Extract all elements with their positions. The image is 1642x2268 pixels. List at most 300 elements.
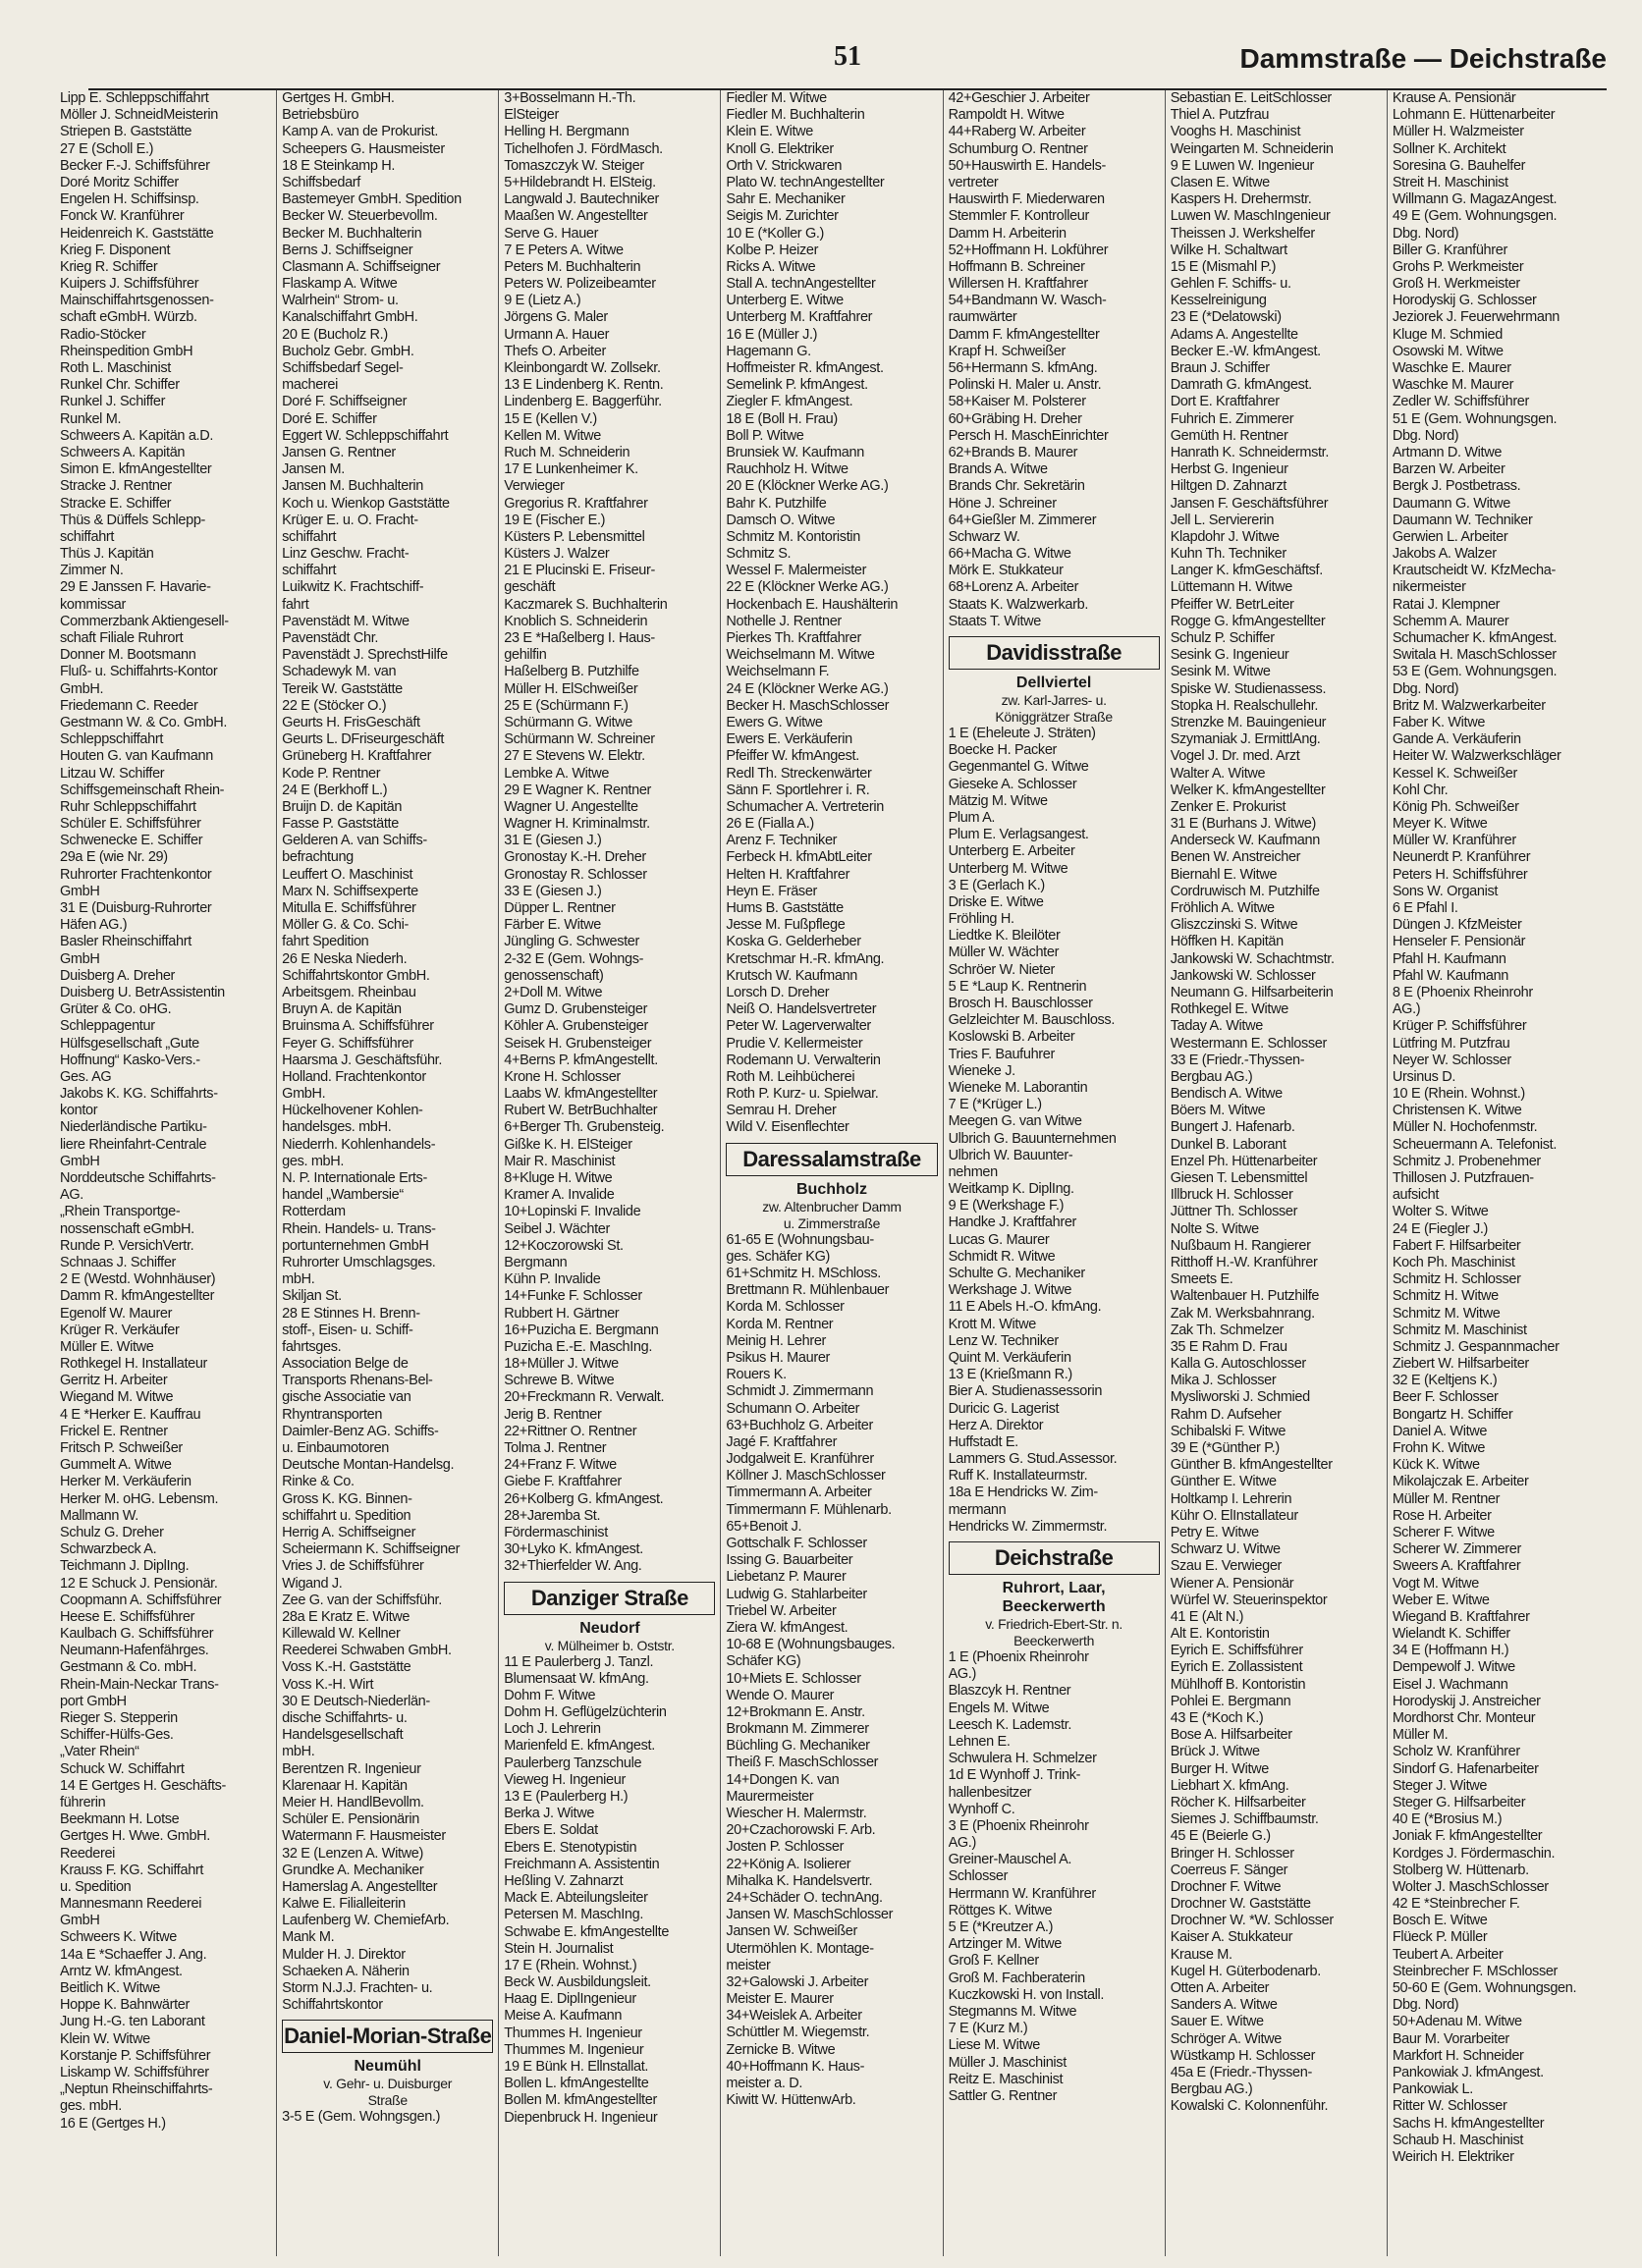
directory-entry: Peter W. Lagerverwalter <box>726 1018 871 1035</box>
directory-entry: Willmann G. MagazAngest. <box>1392 191 1558 208</box>
directory-entry: Walrhein“ Strom- u. <box>282 293 399 309</box>
directory-entry: Mainschiffahrtsgenossen- <box>60 293 214 309</box>
directory-entry: Kamp A. van de Prokurist. <box>282 124 439 140</box>
directory-entry: Mair R. Maschinist <box>504 1153 616 1169</box>
directory-entry: 32 E (Lenzen A. Witwe) <box>282 1845 423 1862</box>
directory-entry: Zee G. van der Schiffsführ. <box>282 1592 442 1608</box>
directory-entry: Killewald W. Kellner <box>282 1626 401 1643</box>
directory-entry: Josten P. Schlosser <box>726 1839 845 1856</box>
directory-entry: 2-32 E (Gem. Wohngs- <box>504 950 644 967</box>
directory-entry: Bollen M. kfmAngestellter <box>504 2092 657 2109</box>
directory-entry: 7 E (Kurz M.) <box>948 2021 1028 2037</box>
directory-entry: Rheinspedition GmbH <box>60 343 193 359</box>
directory-entry: liere Rheinfahrt-Centrale <box>60 1136 207 1153</box>
directory-entry: Issing G. Bauarbeiter <box>726 1552 853 1569</box>
directory-entry: mbH. <box>282 1744 315 1760</box>
directory-entry: fahrtsges. <box>282 1338 342 1355</box>
directory-entry: Schiffahrtskontor <box>282 1997 383 2014</box>
directory-entry: Schweers A. Kapitän <box>60 444 186 460</box>
directory-entry: GmbH <box>60 1153 100 1169</box>
directory-entry: Schwarz U. Witwe <box>1170 1541 1281 1558</box>
directory-entry: Kleinbongardt W. Zollsekr. <box>504 360 661 376</box>
directory-entry: Scheuermann A. Telefonist. <box>1392 1136 1558 1153</box>
directory-entry: Joniak F. kfmAngestellter <box>1392 1828 1543 1845</box>
directory-column-3 <box>498 90 720 2256</box>
directory-entry: Langwald J. Bautechniker <box>504 191 659 208</box>
directory-entry: GmbH <box>60 883 100 899</box>
directory-entry: Bongartz H. Schiffer <box>1392 1406 1513 1423</box>
directory-entry: Heidenreich K. Gaststätte <box>60 225 214 242</box>
directory-entry: Krauss F. KG. Schiffahrt <box>60 1862 204 1878</box>
directory-entry: Hamerslag A. Angestellter <box>282 1878 438 1895</box>
directory-entry: Tolma J. Rentner <box>504 1440 607 1456</box>
directory-entry: Brands Chr. Sekretärin <box>948 478 1085 495</box>
directory-entry: Stemmler F. Kontrolleur <box>948 208 1090 225</box>
directory-entry: Reederei Schwaben GmbH. <box>282 1643 452 1659</box>
directory-entry: Bruyn A. de Kapitän <box>282 1001 402 1018</box>
directory-entry: Duisberg A. Dreher <box>60 967 176 984</box>
directory-entry: 26+Kolberg G. kfmAngest. <box>504 1490 664 1507</box>
directory-entry: Tries F. Baufuhrer <box>948 1046 1055 1062</box>
directory-entry: Mätzig M. Witwe <box>948 792 1048 809</box>
directory-entry: Schmitz S. <box>726 546 792 563</box>
directory-entry: Alt E. Kontoristin <box>1170 1626 1270 1643</box>
directory-entry: Schmitz H. Schlosser <box>1392 1271 1521 1288</box>
directory-entry: Helling H. Bergmann <box>504 124 629 140</box>
directory-entry: 19 E (Fischer E.) <box>504 512 606 528</box>
directory-entry: 54+Bandmann W. Wasch- <box>948 293 1107 309</box>
directory-entry: 32+Thierfelder W. Ang. <box>504 1558 642 1575</box>
directory-entry: Dbg. Nord) <box>1392 680 1459 697</box>
directory-entry: Wieneke M. Laborantin <box>948 1079 1088 1096</box>
directory-entry: Ebers E. Soldat <box>504 1822 598 1839</box>
directory-entry: Lindenberg E. Baggerführ. <box>504 394 662 410</box>
directory-entry: Gross K. KG. Binnen- <box>282 1490 412 1507</box>
directory-entry: Schwarz W. <box>948 528 1020 545</box>
directory-entry: 50+Hauswirth E. Handels- <box>948 157 1107 174</box>
directory-entry: Kuhn Th. Techniker <box>1170 546 1286 563</box>
directory-entry: 22+Rittner O. Rentner <box>504 1423 637 1439</box>
directory-entry: Klein E. Witwe <box>726 124 813 140</box>
directory-entry: Siemes J. Schiffbaumstr. <box>1170 1811 1319 1828</box>
directory-entry: Rahm D. Aufseher <box>1170 1406 1282 1423</box>
directory-entry: Soresina G. Bauhelfer <box>1392 157 1526 174</box>
directory-entry: Weichselmann F. <box>726 664 830 680</box>
directory-entry: Verwieger <box>504 478 565 495</box>
directory-entry: „Neptun Rheinschiffahrts- <box>60 2081 213 2098</box>
directory-entry: Schmitz H. Witwe <box>1392 1288 1499 1305</box>
directory-entry: Köllner J. MaschSchlosser <box>726 1468 886 1485</box>
directory-entry: Schadewyk M. van <box>282 664 397 680</box>
directory-entry: 7 E (*Krüger L.) <box>948 1097 1042 1113</box>
directory-entry: Knoll G. Elektriker <box>726 140 834 157</box>
directory-entry: nehmen <box>948 1163 998 1180</box>
directory-entry: Wilke H. Schaltwart <box>1170 242 1287 258</box>
directory-entry: Jansen F. Geschäftsführer <box>1170 495 1329 512</box>
directory-entry: Sahr E. Mechaniker <box>726 191 846 208</box>
directory-entry: Engelen H. Schiffsinsp. <box>60 191 199 208</box>
directory-entry: Neumann-Hafenfährges. <box>60 1643 209 1659</box>
directory-entry: Scholz W. Kranführer <box>1392 1744 1520 1760</box>
district-name: Dellviertel <box>1015 675 1092 691</box>
directory-entry: Fröhling H. <box>948 911 1014 928</box>
directory-entry: Jerig B. Rentner <box>504 1406 602 1423</box>
directory-entry: Norddeutsche Schiffahrts- <box>60 1170 216 1186</box>
directory-entry: 12+Koczorowski St. <box>504 1237 624 1254</box>
directory-entry: 56+Hermann S. kfmAng. <box>948 360 1098 376</box>
directory-entry: Sesink G. Ingenieur <box>1170 647 1289 664</box>
directory-entry: Peters M. Buchhalterin <box>504 258 641 275</box>
directory-entry: Bruijn D. de Kapitän <box>282 798 403 815</box>
directory-entry: 13 E (Paulerberg H.) <box>504 1789 629 1805</box>
directory-entry: GmbH. <box>60 680 104 697</box>
directory-entry: nikermeister <box>1392 579 1466 596</box>
directory-entry: Becker H. MaschSchlosser <box>726 697 890 714</box>
directory-entry: Gertges H. Wwe. GmbH. <box>60 1828 210 1845</box>
directory-entry: Unterberg E. Arbeiter <box>948 843 1075 860</box>
directory-entry: Schlosser <box>948 1868 1009 1885</box>
directory-entry: Runkel J. Schiffer <box>60 394 166 410</box>
directory-entry: Höffken H. Kapitän <box>1170 934 1284 950</box>
directory-entry: Jankowski W. Schachtmstr. <box>1170 950 1335 967</box>
directory-entry: Müller W. Kranführer <box>1392 833 1516 849</box>
directory-entry: Roth M. Leihbücherei <box>726 1068 855 1085</box>
directory-entry: Watermann F. Hausmeister <box>282 1828 446 1845</box>
street-range: Beeckerwerth <box>1013 1633 1095 1648</box>
directory-entry: kontor <box>60 1103 98 1119</box>
directory-entry: Rhein-Main-Neckar Trans- <box>60 1676 219 1693</box>
directory-entry: Müller J. Maschinist <box>948 2054 1067 2071</box>
directory-entry: 18 E (Boll H. Frau) <box>726 410 838 427</box>
directory-entry: Barzen W. Arbeiter <box>1392 461 1505 478</box>
directory-entry: meister <box>726 1957 771 1973</box>
directory-entry: Stolberg W. Hüttenarb. <box>1392 1862 1529 1878</box>
directory-entry: 24+Schäder O. technAng. <box>726 1889 883 1906</box>
directory-entry: vertreter <box>948 174 999 190</box>
directory-entry: Köhler A. Grubensteiger <box>504 1018 648 1035</box>
directory-entry: 14a E *Schaeffer J. Ang. <box>60 1946 207 1963</box>
directory-entry: Jüttner Th. Schlosser <box>1170 1204 1298 1220</box>
directory-entry: Egenolf W. Maurer <box>60 1305 173 1322</box>
directory-entry: Handke J. Kraftfahrer <box>948 1215 1077 1231</box>
directory-entry: Commerzbank Aktiengesell- <box>60 613 229 629</box>
directory-entry: Kühr O. ElInstallateur <box>1170 1507 1298 1524</box>
directory-entry: 1 E (Eheleute J. Sträten) <box>948 726 1096 741</box>
directory-entry: Eyrich E. Schiffsführer <box>1170 1643 1303 1659</box>
directory-entry: Daimler-Benz AG. Schiffs- <box>282 1423 439 1439</box>
directory-entry: 68+Lorenz A. Arbeiter <box>948 579 1079 596</box>
directory-entry: Meier H. HandlBevollm. <box>282 1794 424 1810</box>
directory-entry: Kanalschiffahrt GmbH. <box>282 309 418 326</box>
directory-entry: Sindorf G. Hafenarbeiter <box>1392 1760 1539 1777</box>
directory-entry: Jansen W. MaschSchlosser <box>726 1907 894 1923</box>
directory-entry: 6 E Pfahl I. <box>1392 900 1458 916</box>
directory-entry: Ruhrorter Frachtenkontor <box>60 866 212 883</box>
directory-entry: 60+Gräbing H. Dreher <box>948 410 1082 427</box>
directory-entry: Pavenstädt Chr. <box>282 630 379 646</box>
directory-entry: Gronostay R. Schlosser <box>504 866 647 883</box>
directory-entry: Schaeken A. Näherin <box>282 1963 410 1979</box>
directory-entry: Marienfeld E. kfmAngest. <box>504 1738 655 1755</box>
directory-entry: Jörgens G. Maler <box>504 309 608 326</box>
directory-entry: Daumann W. Techniker <box>1392 512 1533 528</box>
directory-entry: Färber E. Witwe <box>504 917 601 934</box>
directory-entry: Theiß F. MaschSchlosser <box>726 1755 879 1771</box>
directory-entry: Krone H. Schlosser <box>504 1068 621 1085</box>
directory-entry: 14+Dongen K. van <box>726 1771 840 1788</box>
directory-entry: Clasen E. Witwe <box>1170 174 1270 190</box>
directory-entry: 29 E Janssen F. Havarie- <box>60 579 211 596</box>
directory-entry: Horodyskij G. Schlosser <box>1392 293 1537 309</box>
directory-entry: Artzinger M. Witwe <box>948 1936 1062 1953</box>
directory-entry: Gemüth H. Rentner <box>1170 427 1288 444</box>
directory-entry: Müller E. Witwe <box>60 1338 154 1355</box>
directory-entry: 3-5 E (Gem. Wohngsgen.) <box>282 2109 441 2126</box>
directory-entry: Schulz G. Dreher <box>60 1524 164 1540</box>
directory-entry: Mika J. Schlosser <box>1170 1373 1277 1389</box>
street-heading: Danziger Straße <box>504 1582 715 1615</box>
directory-entry: Gegenmantel G. Witwe <box>948 759 1089 776</box>
directory-entry: 21 E Plucinski E. Friseur- <box>504 563 655 579</box>
directory-entry: Braun J. Schiffer <box>1170 360 1270 376</box>
directory-entry: 5+Hildebrandt H. ElSteig. <box>504 174 656 190</box>
directory-entry: 40 E (*Brosius M.) <box>1392 1811 1503 1828</box>
directory-entry: Krause A. Pensionär <box>1392 90 1516 106</box>
directory-entry: Donner M. Bootsmann <box>60 647 196 664</box>
directory-entry: Ferbeck H. kfmAbtLeiter <box>726 849 872 866</box>
directory-entry: Koch u. Wienkop Gaststätte <box>282 495 450 512</box>
directory-entry: Brands A. Witwe <box>948 461 1048 478</box>
directory-entry: Büchling G. Mechaniker <box>726 1738 870 1755</box>
directory-entry: 43 E (*Koch K.) <box>1170 1710 1264 1726</box>
directory-entry: Schaub H. Maschinist <box>1392 2132 1524 2148</box>
directory-entry: Krott M. Witwe <box>948 1316 1036 1332</box>
directory-entry: Flaskamp A. Witwe <box>282 276 398 293</box>
directory-entry: Wielandt K. Schiffer <box>1392 1626 1510 1643</box>
directory-entry: Jodgalweit E. Kranführer <box>726 1451 874 1468</box>
directory-entry: Kugel H. Güterbodenarb. <box>1170 1963 1321 1979</box>
directory-entry: Koska G. Gelderheber <box>726 934 861 950</box>
directory-entry: 42 E *Steinbrecher F. <box>1392 1896 1520 1913</box>
directory-entry: 61-65 E (Wohnungsbau- <box>726 1231 874 1248</box>
directory-entry: Pavenstädt M. Witwe <box>282 613 410 629</box>
directory-entry: Kuczkowski H. von Install. <box>948 1986 1105 2003</box>
directory-entry: Kowalski C. Kolonnenführ. <box>1170 2098 1329 2115</box>
directory-entry: Damm F. kfmAngestellter <box>948 326 1100 343</box>
directory-entry: Böers M. Witwe <box>1170 1103 1266 1119</box>
directory-entry: Thüs & Düffels Schlepp- <box>60 512 206 528</box>
directory-entry: Schürmann W. Schreiner <box>504 731 655 748</box>
directory-entry: Waltenbauer H. Putzhilfe <box>1170 1288 1320 1305</box>
directory-entry: Heßling V. Zahnarzt <box>504 1872 624 1889</box>
directory-entry: schiffahrt <box>282 528 337 545</box>
directory-entry: 28 E Stinnes H. Brenn- <box>282 1305 420 1322</box>
directory-entry: Wieneke J. <box>948 1062 1015 1079</box>
directory-entry: Plum E. Verlagsangest. <box>948 827 1089 843</box>
directory-entry: Artmann D. Witwe <box>1392 444 1503 460</box>
directory-entry: Pfeiffer W. BetrLeiter <box>1170 596 1294 613</box>
directory-entry: Voss K.-H. Gaststätte <box>282 1659 411 1676</box>
directory-entry: 61+Schmitz H. MSchloss. <box>726 1266 881 1281</box>
directory-entry: Lembke A. Witwe <box>504 765 610 782</box>
directory-entry: 10+Lopinski F. Invalide <box>504 1204 641 1220</box>
directory-entry: Thiel A. Putzfrau <box>1170 107 1270 124</box>
directory-entry: Coopmann A. Schiffsführer <box>60 1592 222 1608</box>
directory-entry: Peters W. Polizeibeamter <box>504 276 656 293</box>
directory-entry: Dort E. Kraftfahrer <box>1170 394 1280 410</box>
directory-entry: Heyn E. Fräser <box>726 883 818 899</box>
directory-entry: Herz A. Direktor <box>948 1417 1044 1433</box>
directory-entry: Haarsma J. Geschäftsführ. <box>282 1052 443 1068</box>
directory-entry: kommissar <box>60 596 126 613</box>
directory-entry: Fasse P. Gaststätte <box>282 816 399 833</box>
directory-entry: Rothkegel E. Witwe <box>1170 1001 1288 1018</box>
directory-entry: 51 E (Gem. Wohnungsgen. <box>1392 410 1558 427</box>
directory-entry: Betriebsbüro <box>282 107 359 124</box>
directory-entry: Ulbrich G. Bauunternehmen <box>948 1130 1117 1147</box>
directory-entry: Heese E. Schiffsführer <box>60 1608 195 1625</box>
directory-entry: Schweers K. Witwe <box>60 1929 177 1946</box>
street-heading: Davidisstraße <box>949 636 1160 670</box>
directory-entry: 66+Macha G. Witwe <box>948 546 1071 563</box>
directory-entry: Müller M. <box>1392 1727 1449 1744</box>
directory-entry: Jesse M. Fußpflege <box>726 917 846 934</box>
directory-entry: 9 E (Werkshage F.) <box>948 1198 1065 1215</box>
directory-entry: Berka J. Witwe <box>504 1806 595 1822</box>
directory-entry: Schuck W. Schiffahrt <box>60 1760 185 1777</box>
directory-entry: Osowski M. Witwe <box>1392 343 1504 359</box>
directory-entry: Schiffer-Hülfs-Ges. <box>60 1727 174 1744</box>
directory-entry: Korda M. Schlosser <box>726 1299 845 1316</box>
directory-entry: 28+Jaremba St. <box>504 1507 601 1524</box>
directory-entry: Günther B. kfmAngestellter <box>1170 1457 1333 1474</box>
district-name: Beeckerwerth <box>1002 1598 1106 1615</box>
directory-entry: 30+Lyko K. kfmAngest. <box>504 1541 643 1558</box>
directory-entry: Dbg. Nord) <box>1392 225 1459 242</box>
directory-entry: Biernahl E. Witwe <box>1170 866 1278 883</box>
directory-entry: Weirich H. Elektriker <box>1392 2148 1514 2165</box>
directory-entry: 9 E Luwen W. Ingenieur <box>1170 157 1314 174</box>
directory-entry: Striepen B. Gaststätte <box>60 124 192 140</box>
directory-entry: Friedemann C. Reeder <box>60 697 198 714</box>
directory-entry: Krutsch W. Kaufmann <box>726 967 858 984</box>
directory-entry: Triebel W. Arbeiter <box>726 1602 837 1619</box>
directory-entry: Schemm A. Maurer <box>1392 613 1509 629</box>
directory-entry: Huffstadt E. <box>948 1433 1018 1450</box>
directory-entry: macherei <box>282 377 338 394</box>
directory-entry: Gelzleichter M. Bauschloss. <box>948 1012 1116 1029</box>
directory-entry: fahrt Spedition <box>282 934 369 950</box>
directory-entry: Schröer W. Nieter <box>948 961 1056 978</box>
directory-entry: Thummes H. Ingenieur <box>504 2025 642 2041</box>
street-range: Straße <box>367 2092 408 2109</box>
directory-entry: schaft eGmbH. Würzb. <box>60 309 197 326</box>
directory-entry: Liebetanz P. Maurer <box>726 1569 847 1586</box>
directory-entry: Kode P. Rentner <box>282 765 381 782</box>
directory-entry: 27 E (Scholl E.) <box>60 140 154 157</box>
directory-entry: Wagner U. Angestellte <box>504 798 638 815</box>
directory-entry: Hoffnung“ Kasko-Vers.- <box>60 1052 200 1068</box>
directory-entry: Burger H. Witwe <box>1170 1760 1270 1777</box>
directory-entry: Rieger S. Stepperin <box>60 1710 178 1726</box>
directory-entry: Schiffahrtskontor GmbH. <box>282 967 430 984</box>
directory-entry: schiffahrt <box>282 563 337 579</box>
directory-entry: Beer F. Schlosser <box>1392 1389 1499 1406</box>
directory-entry: Geurts L. DFriseurgeschäft <box>282 731 445 748</box>
directory-entry: Schrewe B. Witwe <box>504 1373 615 1389</box>
directory-entry: Beck W. Ausbildungsleit. <box>504 1974 651 1991</box>
directory-entry: 24 E (Klöckner Werke AG.) <box>726 680 889 697</box>
directory-entry: Krapf H. Schweißer <box>948 343 1066 359</box>
directory-entry: Wild V. Eisenflechter <box>726 1119 849 1136</box>
directory-entry: Gestmann W. & Co. GmbH. <box>60 714 228 730</box>
directory-entry: Schürmann G. Witwe <box>504 714 632 730</box>
directory-entry: Anderseck W. Kaufmann <box>1170 833 1320 849</box>
directory-entry: Wessel F. Malermeister <box>726 563 867 579</box>
directory-entry: Mulder H. J. Direktor <box>282 1946 406 1963</box>
directory-entry: Bendisch A. Witwe <box>1170 1086 1283 1103</box>
directory-entry: Timmermann A. Arbeiter <box>726 1485 872 1501</box>
directory-entry: 32 E (Keltjens K.) <box>1392 1373 1498 1389</box>
directory-entry: Kalwe E. Filialleiterin <box>282 1896 406 1913</box>
directory-entry: Pierkes Th. Kraftfahrer <box>726 630 861 646</box>
directory-entry: Lipp E. Schleppschiffahrt <box>60 90 209 106</box>
directory-entry: Szau E. Verwieger <box>1170 1558 1283 1575</box>
directory-entry: Bollen L. kfmAngestellte <box>504 2076 649 2092</box>
directory-entry: stoff-, Eisen- u. Schiff- <box>282 1322 413 1338</box>
directory-entry: Laufenberg W. ChemiefArb. <box>282 1913 450 1929</box>
directory-entry: Simon E. kfmAngestellter <box>60 461 212 478</box>
directory-entry: Herker M. oHG. Lebensm. <box>60 1490 219 1507</box>
directory-entry: Utermöhlen K. Montage- <box>726 1940 874 1957</box>
directory-entry: Zedler W. Schiffsführer <box>1392 394 1529 410</box>
directory-entry: dische Schiffahrts- u. <box>282 1710 408 1726</box>
directory-entry: Doré F. Schiffseigner <box>282 394 408 410</box>
directory-entry: Pohlei E. Bergmann <box>1170 1693 1291 1709</box>
directory-entry: 41 E (Alt N.) <box>1170 1608 1244 1625</box>
directory-column-5 <box>943 90 1165 2256</box>
directory-entry: Jankowski W. Schlosser <box>1170 967 1316 984</box>
directory-entry: Wiegand M. Witwe <box>60 1389 174 1406</box>
directory-columns <box>55 90 1609 2256</box>
directory-entry: 52+Hoffmann H. Lokführer <box>948 242 1109 258</box>
directory-entry: Mihalka K. Handelsvertr. <box>726 1872 873 1889</box>
directory-entry: Vieweg H. Ingenieur <box>504 1771 626 1788</box>
directory-entry: Handelsgesellschaft <box>282 1727 404 1744</box>
directory-entry: Otten A. Arbeiter <box>1170 1980 1270 1996</box>
directory-entry: Mühlhoff B. Kontoristin <box>1170 1676 1306 1693</box>
directory-entry: Wende O. Maurer <box>726 1687 835 1703</box>
directory-entry: Schumann O. Arbeiter <box>726 1400 860 1417</box>
directory-entry: Schnaas J. Schiffer <box>60 1254 177 1270</box>
directory-entry: Unterberg M. Kraftfahrer <box>726 309 873 326</box>
directory-entry: Teichmann J. DiplIng. <box>60 1558 190 1575</box>
directory-entry: Duisberg U. BetrAssistentin <box>60 984 225 1000</box>
directory-entry: Eggert W. Schleppschiffahrt <box>282 427 449 444</box>
directory-entry: Prudie V. Kellermeister <box>726 1035 863 1052</box>
directory-entry: Runkel M. <box>60 410 122 427</box>
directory-entry: Kuipers J. Schiffsführer <box>60 276 199 293</box>
directory-entry: Nolte S. Witwe <box>1170 1220 1259 1237</box>
directory-entry: Schulte G. Mechaniker <box>948 1266 1085 1281</box>
directory-entry: Dbg. Nord) <box>1392 1997 1459 2014</box>
directory-column-1 <box>55 90 276 2256</box>
directory-entry: Langer K. kfmGeschäftsf. <box>1170 563 1323 579</box>
directory-entry: „Vater Rhein“ <box>60 1744 139 1760</box>
directory-entry: Jagé F. Kraftfahrer <box>726 1433 838 1450</box>
directory-entry: Düngen J. KfzMeister <box>1392 917 1522 934</box>
directory-entry: Krieg F. Disponent <box>60 242 171 258</box>
